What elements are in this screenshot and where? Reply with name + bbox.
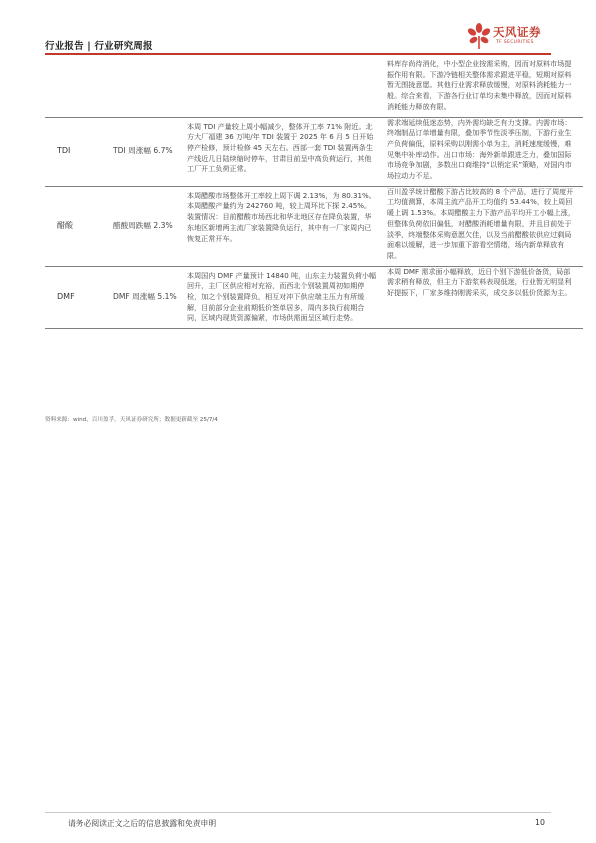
demand-outlook-text: 料库存尚待消化，中小型企业按需采购，因而对原料市场提振作用有限。下游冷链相关整体需求跟进平稳，短期对原料暂无围拢意愿。其他行业需求释放缓慢，对原料消耗能力一般。综合来看，下游各行业订单均未集中释放，因而对原料消耗能力释放有限。 <box>387 59 572 111</box>
weekly-supply-cell: 本周国内 DMF 产量预计 14840 吨，山东主力装置负荷小幅回升，主厂区供应相对充裕，而西北个别装置周初如期停检，加之个别装置降负，相互对冲下供应端主压力有所缓解，目前部分企业前期低价签单居多，周内多执行前期合同，区域内现货资源偏紧，市场供需面呈区域行走势。 <box>187 270 377 323</box>
demand-outlook-cell: 百川盈孚统计醋酸下游占比较高的 8 个产品，进行了周度开工均值测算，本周主流产品开工均值约 53.44%，较上周回暖上调 1.53%。本周醋酸主力下游产品平均开工小幅上涨，但整体负荷依旧偏低，对醋酸消耗增量有限，并且目前处于淡季，终端整体采购意愿欠佳，以及当前醋酸依供应过剩局面难以缓解，进一步加重下游看空情绪，场内新单释放有限。 <box>387 186 575 260</box>
price-change-cell: 醋酸周跌幅 2.3% <box>113 220 173 230</box>
demand-outlook-cell: 本周 DMF 需求面小幅释放，近日个别下游低价备货，局部需求稍有释放，但主力下游浆料表现低迷，行业暂无明显利好提振下，厂家多维持刚需采买，成交多以低价货源为主。 <box>387 266 572 298</box>
chemical-weekly-table <box>45 59 583 329</box>
table-row <box>45 266 583 329</box>
product-name-cell: TDI <box>57 146 71 156</box>
report-header-title: 行业报告 | 行业研究周报 <box>45 41 153 52</box>
price-change-cell: TDI 周涨幅 6.7% <box>113 146 173 156</box>
page-number: 10 <box>535 818 545 827</box>
logo-flower-icon <box>466 22 492 50</box>
product-name-cell <box>45 59 105 117</box>
tf-securities-logo <box>466 22 556 52</box>
table-row <box>45 59 583 117</box>
source-note: 资料来源：wind，百川盈孚，天风证券研究所；数据更新截至 25/7/4 <box>45 417 218 423</box>
table-row <box>45 117 583 186</box>
price-change-cell <box>105 59 177 117</box>
table-row <box>45 186 583 266</box>
weekly-supply-cell: 本周醋酸市场整体开工率较上周下调 2.13%，为 80.31%。本周醋酸产量约为 242760 吨，较上周环比下探 2.45%。装置情况：目前醋酸市场西北和华北地区存在降负装置，华东地区新增两主流厂家装置降负运行，其中有一厂家周内已恢复正常开车。 <box>187 190 376 243</box>
demand-outlook-cell <box>385 59 583 117</box>
demand-outlook-cell: 需求端延续低迷态势，内外需均缺乏有力支撑。内需市场：终端制品订单增量有限，叠加季节性淡季压制，下游行业生产负荷偏低，原料采购以刚需小单为主，消耗速度缓慢，难见集中补库动作。出口市场：海外新单跟进乏力，叠加国际市场竞争加剧，多数出口商维持“以销定采”策略，对国内市场拉动力不足。 <box>387 117 572 181</box>
header-divider <box>45 53 551 55</box>
footer-disclaimer: 请务必阅读正文之后的信息披露和免责申明 <box>68 819 217 828</box>
product-name-cell: DMF <box>57 292 75 302</box>
logo-english-text: TF SECURITIES <box>496 40 534 45</box>
weekly-supply-cell <box>177 59 385 117</box>
product-name-cell: 醋酸 <box>57 220 73 230</box>
price-change-cell: DMF 周涨幅 5.1% <box>113 292 177 302</box>
weekly-supply-cell: 本周 TDI 产量较上周小幅减少，整体开工率 71% 附近。北方大厂福建 36 万吨/年 TDI 装置于 2025 年 6 月 5 日开始停产检修，预计检修 45 天左右。西部一套 TDI 装置两条生产线近几日陆续缩时停车，甘肃目前呈中高负荷运行，其他工厂开工负荷正常。 <box>187 121 374 174</box>
footer-divider <box>45 812 551 813</box>
logo-chinese-text: 天风证券 <box>493 25 541 39</box>
